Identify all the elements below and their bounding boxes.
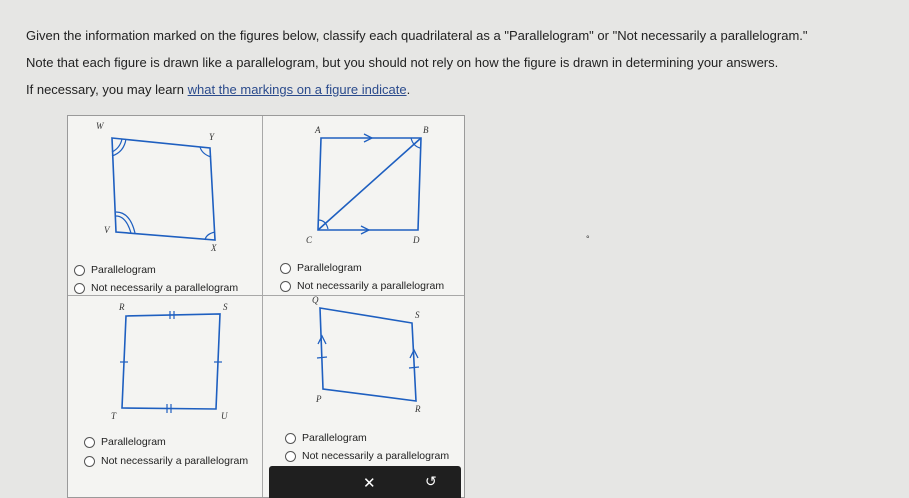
radio-icon[interactable] [74, 265, 85, 276]
fig4-option-not-necessarily[interactable] [285, 450, 449, 462]
fig2-option-parallelogram[interactable] [280, 262, 362, 274]
vertex-s: S [223, 302, 228, 312]
vertex-r: R [119, 302, 125, 312]
radio-icon[interactable] [74, 283, 85, 294]
option-label: Parallelogram [297, 262, 362, 274]
quad-qsrp [320, 308, 416, 401]
radio-icon[interactable] [84, 437, 95, 448]
vertex-y: Y [209, 132, 215, 142]
fig1-option-parallelogram[interactable] [74, 264, 156, 276]
undo-icon[interactable]: ↺ [425, 473, 437, 489]
vertex-r2: R [415, 404, 421, 414]
option-label: Parallelogram [302, 432, 367, 444]
vertex-a: A [315, 125, 321, 135]
angle-mark-v-2 [116, 212, 135, 233]
figure-rsut [68, 296, 262, 430]
figure-qsrp [263, 296, 466, 430]
fig3-option-not-necessarily[interactable] [84, 455, 248, 467]
fig4-option-parallelogram[interactable] [285, 432, 367, 444]
vertex-c: C [306, 235, 313, 245]
radio-icon[interactable] [280, 281, 291, 292]
vertex-u: U [221, 411, 228, 421]
vertex-q: Q [312, 295, 319, 305]
fig2-option-not-necessarily[interactable] [280, 280, 444, 292]
vertex-d: D [413, 235, 420, 245]
quad-rsut [122, 314, 220, 409]
fig1-option-not-necessarily[interactable] [74, 282, 238, 294]
fig3-option-parallelogram[interactable] [84, 436, 166, 448]
instruction-line-3 [26, 82, 410, 97]
radio-icon[interactable] [285, 451, 296, 462]
markings-help-link[interactable]: what the markings on a figure indicate [187, 82, 407, 97]
vertex-t: T [111, 411, 117, 421]
stray-mark: ° [586, 234, 590, 244]
option-label: Parallelogram [101, 436, 166, 448]
vertex-x: X [211, 243, 217, 253]
clear-icon[interactable]: ✕ [363, 475, 376, 492]
answer-action-bar [269, 466, 461, 498]
option-label: Not necessarily a parallelogram [302, 450, 450, 462]
vertex-p: P [316, 394, 322, 404]
vertex-v: V [104, 225, 110, 235]
vertex-s2: S [415, 310, 420, 320]
instruction-line-2: Note that each figure is drawn like a parallelogram, but you should not rely on how the figure is drawn in determining your answers. [26, 55, 779, 70]
vertex-b: B [423, 125, 429, 135]
option-label: Not necessarily a parallelogram [101, 455, 249, 467]
tick-sr [409, 367, 419, 368]
diagonal-bc [318, 138, 421, 230]
angle-mark-w-2 [112, 139, 126, 156]
option-label: Parallelogram [91, 264, 156, 276]
instruction-line-1: Given the information marked on the figures below, classify each quadrilateral as a "Parallelogram" or "Not necessarily a parallelogram." [26, 28, 808, 43]
vertex-w: W [96, 121, 104, 131]
radio-icon[interactable] [285, 433, 296, 444]
radio-icon[interactable] [280, 263, 291, 274]
instruction-line-3-suffix: . [406, 82, 411, 97]
figures-grid [67, 115, 465, 498]
option-label: Not necessarily a parallelogram [297, 280, 445, 292]
radio-icon[interactable] [84, 456, 95, 467]
instruction-line-3-prefix: If necessary, you may learn [26, 82, 188, 97]
option-label: Not necessarily a parallelogram [91, 282, 239, 294]
tick-qp [317, 357, 327, 358]
